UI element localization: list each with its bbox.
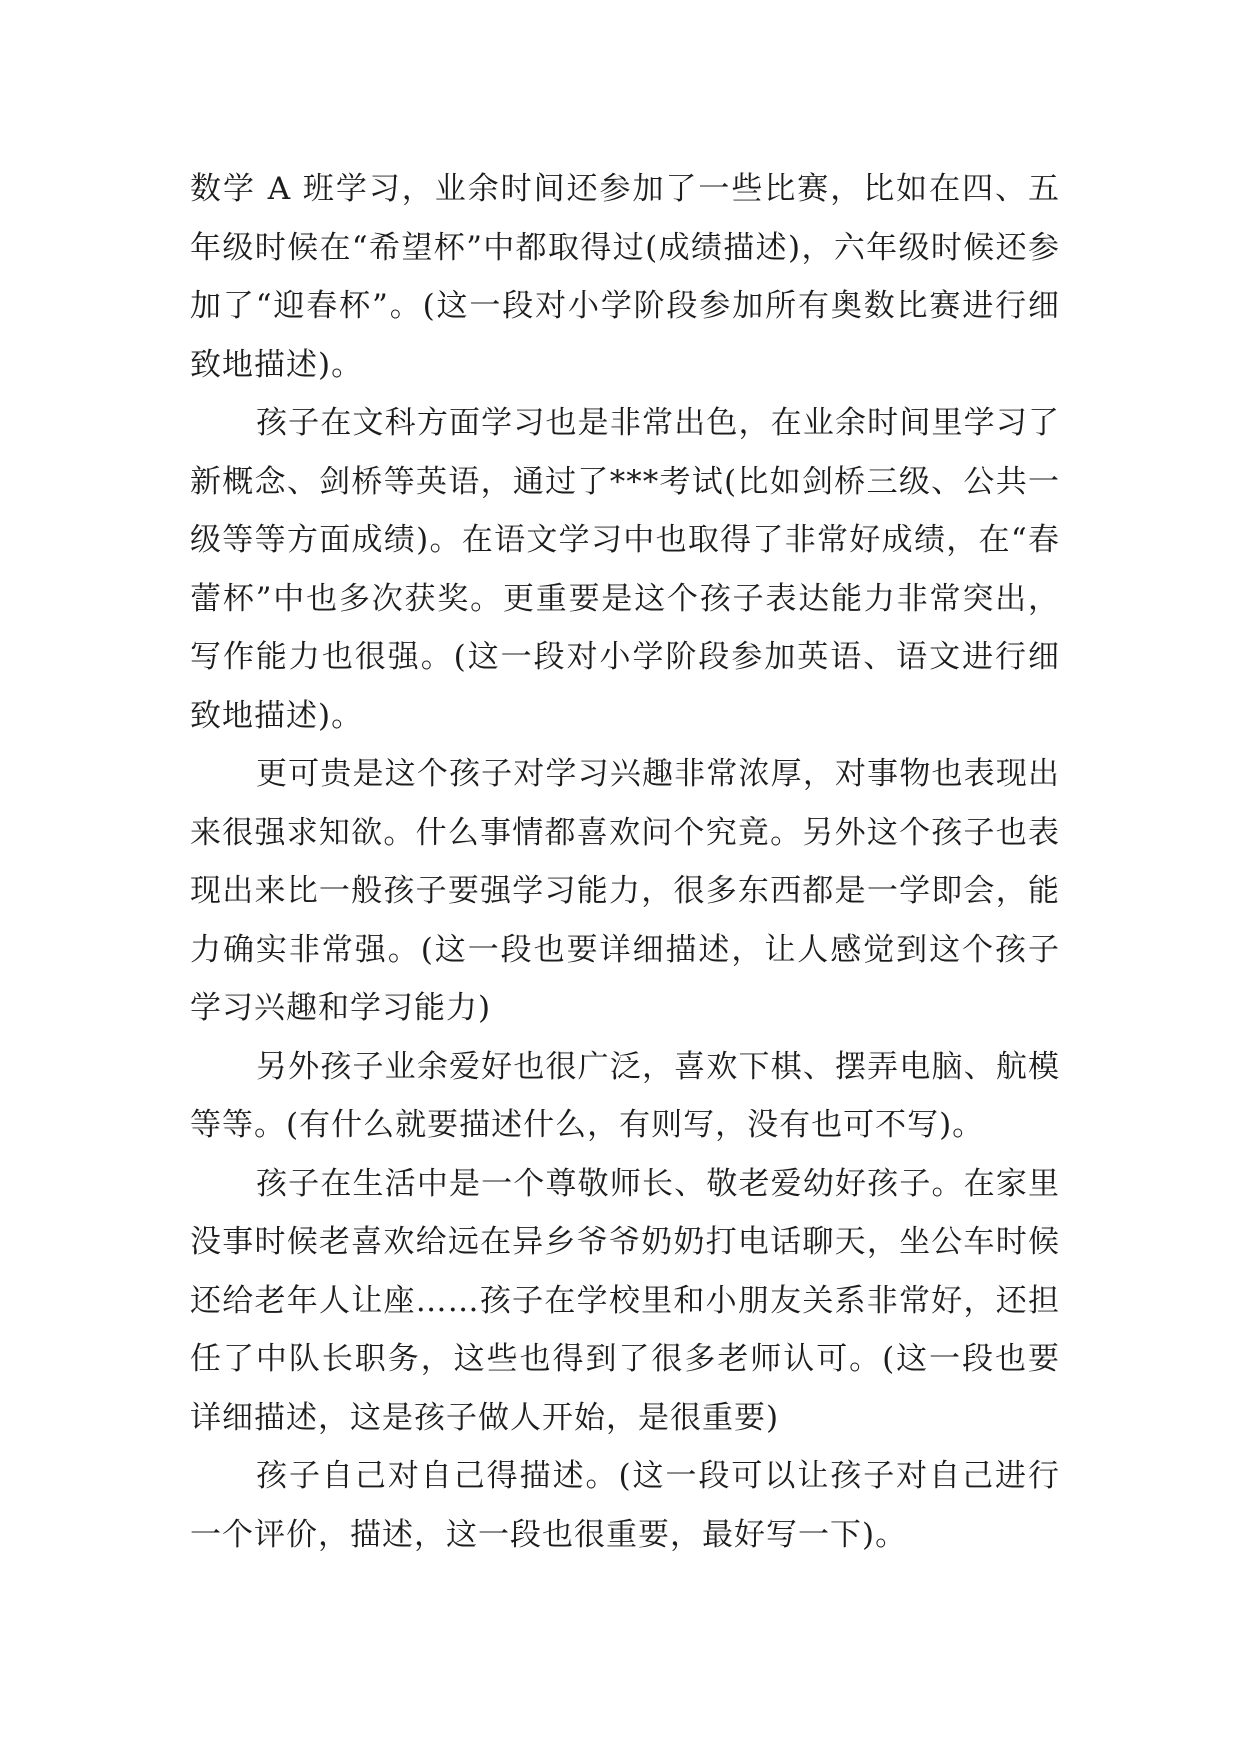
paragraph-character: 孩子在生活中是一个尊敬师长、敬老爱幼好孩子。在家里没事时候老喜欢给远在异乡爷爷奶奶打电话聊天，坐公车时候还给老年人让座……孩子在学校里和小朋友关系非常好，还担任了中队长职务，这些也得到了很多老师认可。(这一段也要详细描述，这是孩子做人开始，是很重要) xyxy=(190,1165,1060,1436)
paragraph-liberal-arts: 孩子在文科方面学习也是非常出色，在业余时间里学习了新概念、剑桥等英语，通过了***考试(比如剑桥三级、公共一级等等方面成绩)。在语文学习中也取得了非常好成绩，在“春蕾杯”中也多次获奖。更重要是这个孩子表达能力非常突出，写作能力也很强。(这一段对小学阶段参加英语、语文进行细致地描述)。 xyxy=(190,405,1060,734)
document-body xyxy=(190,160,1060,1564)
paragraph-learning-interest: 更可贵是这个孩子对学习兴趣非常浓厚，对事物也表现出来很强求知欲。什么事情都喜欢问个究竟。另外这个孩子也表现出来比一般孩子要强学习能力，很多东西都是一学即会，能力确实非常强。(这一段也要详细描述，让人感觉到这个孩子学习兴趣和学习能力) xyxy=(190,756,1060,1026)
paragraph-self-description: 孩子自己对自己得描述。(这一段可以让孩子对自己进行一个评价，描述，这一段也很重要，最好写一下)。 xyxy=(190,1458,1060,1553)
paragraph-hobbies: 另外孩子业余爱好也很广泛，喜欢下棋、摆弄电脑、航模等等。(有什么就要描述什么，有则写，没有也可不写)。 xyxy=(190,1048,1060,1143)
paragraph-olympiad-math: 数学 A 班学习，业余时间还参加了一些比赛，比如在四、五年级时候在“希望杯”中都取得过(成绩描述)，六年级时候还参加了“迎春杯”。(这一段对小学阶段参加所有奥数比赛进行细致地描述)。 xyxy=(190,171,1060,383)
